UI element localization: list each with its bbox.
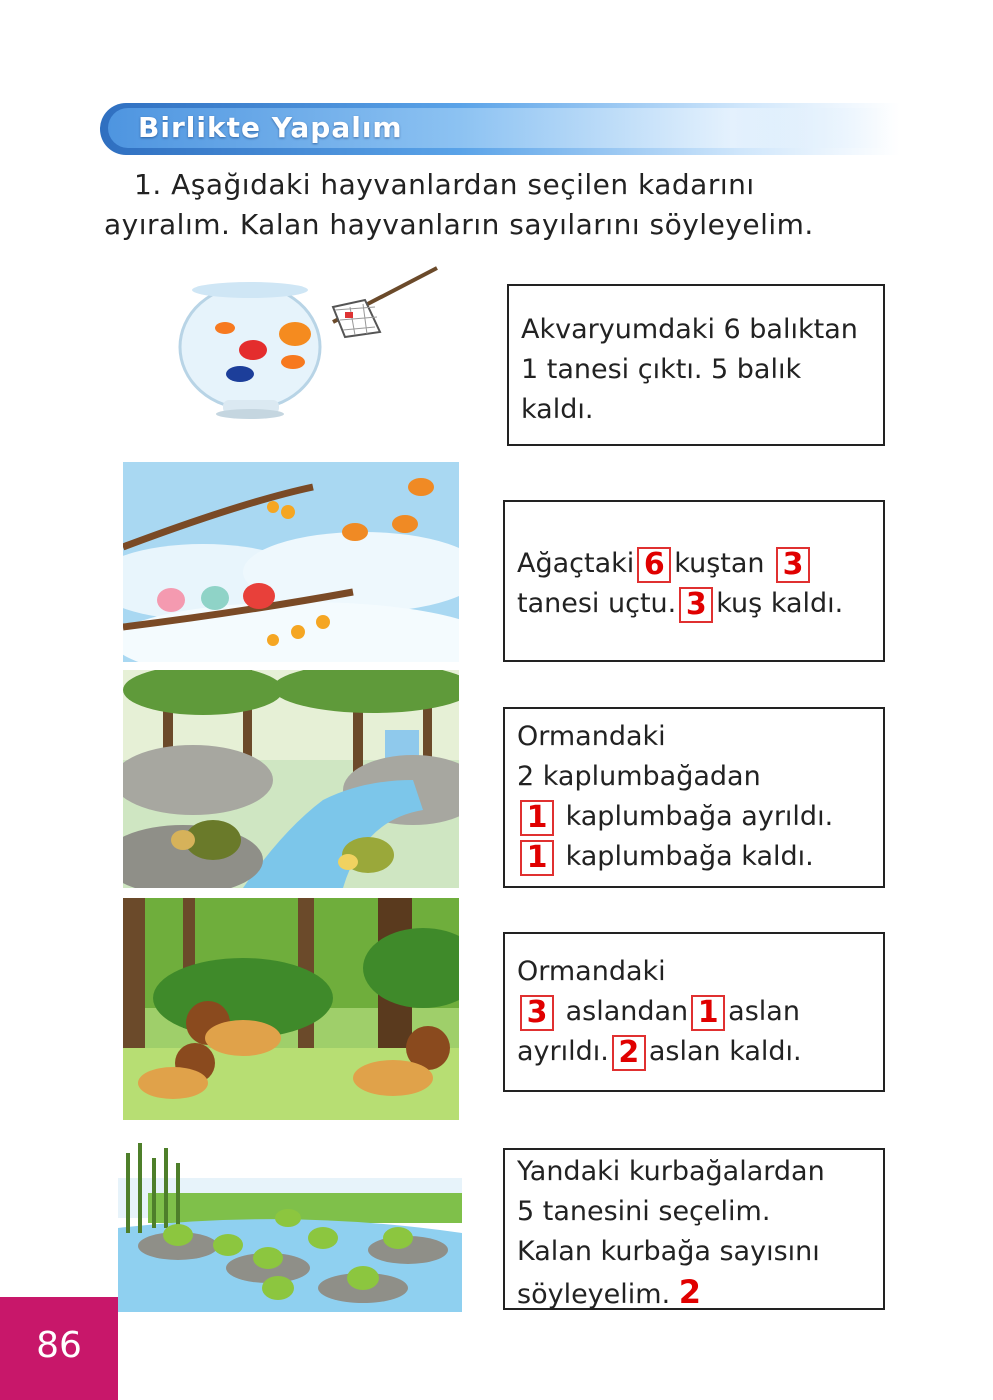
turtles-row-3 [517, 797, 871, 837]
section-title: Birlikte Yapalım [138, 111, 403, 144]
frogs-answer: 2 [678, 1273, 702, 1311]
frogs-line-1: Yandaki kurbağalardan [517, 1156, 825, 1187]
instruction-line-1: 1. Aşağıdaki hayvanlardan seçilen kadarını [134, 168, 755, 201]
instruction-line-2: ayıralım. Kalan hayvanların sayılarını söyleyelim. [104, 208, 814, 241]
item-box-fish [507, 284, 885, 446]
fishbowl-illustration [175, 262, 450, 422]
lions-illustration [123, 898, 459, 1120]
item-box-birds [503, 500, 885, 662]
answer-box-lions-separated: 1 [691, 995, 725, 1031]
page-number: 86 [36, 1325, 82, 1366]
instruction-text [104, 165, 884, 245]
lions-text-5: aslan kaldı. [648, 1036, 802, 1067]
item-box-lions [503, 932, 885, 1092]
frogs-line-2: 5 tanesini seçelim. [517, 1196, 771, 1227]
turtles-row-4 [517, 837, 871, 877]
lions-text-3: aslan [728, 996, 800, 1027]
turtles-line-1: Ormandaki [517, 721, 666, 752]
lions-text-2: aslandan [565, 996, 689, 1027]
section-banner [100, 103, 900, 155]
frogs-line-4: söyleyelim. [517, 1279, 671, 1310]
answer-box-lions-total: 3 [520, 995, 554, 1031]
turtles-line-2: 2 kaplumbağadan [517, 761, 761, 792]
fish-line-1: Akvaryumdaki 6 balıktan [521, 314, 858, 345]
birds-text-2: kuştan [674, 548, 765, 579]
birds-illustration [123, 462, 459, 662]
turtles-illustration [123, 670, 459, 888]
lions-row-2 [517, 992, 871, 1032]
birds-row-1 [517, 544, 871, 584]
answer-box-turtles-separated: 1 [520, 800, 554, 836]
answer-box-lions-left: 2 [612, 1035, 646, 1071]
turtles-text-3: kaplumbağa ayrıldı. [565, 801, 834, 832]
birds-text-3: tanesi uçtu. [517, 588, 677, 619]
lions-text-4: ayrıldı. [517, 1036, 609, 1067]
birds-row-2 [517, 584, 871, 624]
fish-line-2: 1 tanesi çıktı. 5 balık [521, 354, 802, 385]
item-box-turtles [503, 707, 885, 888]
answer-box-turtles-left: 1 [520, 840, 554, 876]
banner-inner [108, 108, 888, 148]
lions-line-1: Ormandaki [517, 956, 666, 987]
answer-box-birds-flew: 3 [776, 547, 810, 583]
page-number-tab [0, 1297, 118, 1400]
frogs-line-3: Kalan kurbağa sayısını [517, 1236, 820, 1267]
frogs-row-4 [517, 1272, 871, 1315]
item-box-frogs [503, 1148, 885, 1310]
birds-text-4: kuş kaldı. [716, 588, 844, 619]
frogs-illustration [118, 1138, 462, 1312]
lions-row-3 [517, 1032, 871, 1072]
turtles-text-4: kaplumbağa kaldı. [565, 841, 814, 872]
birds-text-1: Ağaçtaki [517, 548, 635, 579]
fish-line-3: kaldı. [521, 394, 594, 425]
answer-box-birds-left: 3 [679, 587, 713, 623]
answer-box-birds-total: 6 [637, 547, 671, 583]
